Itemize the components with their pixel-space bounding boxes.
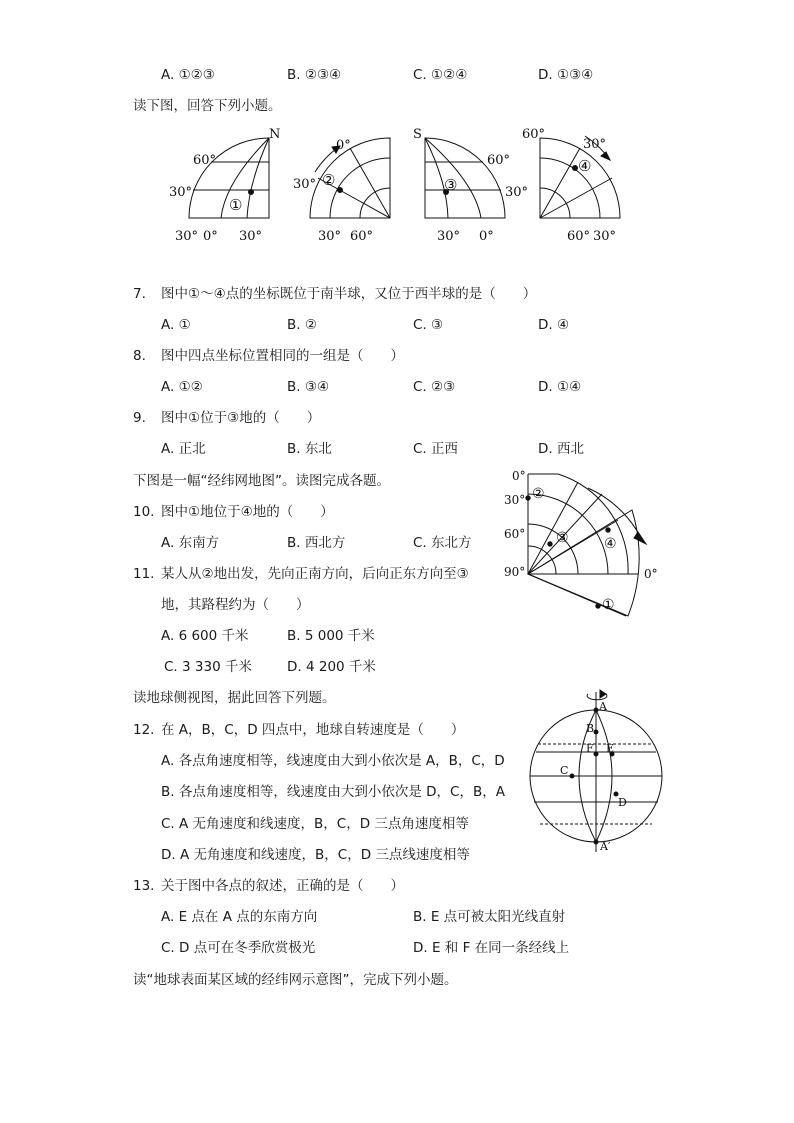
- fig2-label-0: 0°: [512, 469, 526, 483]
- q12-option-b: B. 各点角速度相等，线速度由大到小依次是 D，C，B，A: [161, 784, 505, 800]
- q7-option-a: A. ①: [161, 317, 191, 333]
- p2-lon-0: 0°: [336, 138, 351, 153]
- q10-number: 10.: [133, 504, 155, 520]
- p4-lat-30: 30°: [583, 137, 607, 152]
- quadrant-panel-3: [425, 138, 505, 218]
- q9-option-c: C. 正西: [413, 441, 459, 457]
- q11-option-d: D. 4 200 千米: [287, 659, 376, 675]
- option-c: C. ①②④: [413, 67, 468, 83]
- globe-label-e: E: [606, 742, 615, 755]
- q13-text: 关于图中各点的叙述，正确的是（ ）: [161, 878, 404, 894]
- q11-text-line2: 地，其路程约为（ ）: [161, 597, 310, 613]
- option-b: B. ②③④: [287, 67, 342, 83]
- figure-fan-graticule: [498, 466, 668, 626]
- q12-option-d: D. A 无角速度和线速度，B，C，D 三点线速度相等: [161, 847, 470, 863]
- p1-lon-30e: 30°: [239, 229, 263, 244]
- q12-text: 在 A，B，C，D 四点中，地球自转速度是（ ）: [161, 722, 465, 738]
- fig2-point-2: ②: [532, 486, 545, 502]
- p1-point: ①: [229, 196, 243, 214]
- globe-label-d: D: [618, 796, 627, 809]
- q10-option-a: A. 东南方: [161, 535, 220, 551]
- p1-lon-0: 0°: [203, 229, 218, 244]
- fig2-point-3: ③: [556, 530, 569, 546]
- p2-lat-30: 30°: [318, 229, 342, 244]
- p2-lon-30: 30°: [293, 177, 317, 192]
- globe-label-a: A: [599, 700, 607, 713]
- q9-option-b: B. 东北: [287, 441, 332, 457]
- q7-number: 7.: [133, 286, 146, 302]
- q8-number: 8.: [133, 348, 146, 364]
- fig2-label-60: 60°: [504, 527, 526, 541]
- q13-option-b: B. E 点可被太阳光线直射: [413, 909, 566, 925]
- quadrant-panel-4: [540, 136, 620, 218]
- p4-lon-60: 60°: [567, 229, 591, 244]
- fig2-label-30: 30°: [504, 493, 526, 507]
- q13-option-d: D. E 和 F 在同一条经线上: [413, 940, 570, 956]
- p3-corner: S: [413, 127, 422, 142]
- q9-text: 图中①位于③地的（ ）: [161, 410, 321, 426]
- figure-globe: [528, 684, 668, 854]
- p1-lat-60: 60°: [193, 153, 217, 168]
- p3-lat-60: 60°: [487, 153, 511, 168]
- intro-text-3: 读地球侧视图，据此回答下列题。: [133, 690, 336, 706]
- q11-number: 11.: [133, 566, 155, 582]
- option-d: D. ①③④: [538, 67, 594, 83]
- q8-option-d: D. ①④: [538, 379, 582, 395]
- q8-option-b: B. ③④: [287, 379, 330, 395]
- p1-corner: N: [269, 127, 281, 142]
- q7-option-b: B. ②: [287, 317, 317, 333]
- intro-text-4: 读“地球表面某区域的经纬网示意图”，完成下列小题。: [133, 972, 458, 988]
- q12-option-c: C. A 无角速度和线速度，B，C，D 三点角速度相等: [161, 816, 469, 832]
- p4-lon-30: 30°: [593, 229, 617, 244]
- p3-lon-0: 0°: [479, 229, 494, 244]
- q12-number: 12.: [133, 722, 155, 738]
- q13-option-c: C. D 点可在冬季欣赏极光: [161, 940, 316, 956]
- figure-quadrants: [165, 122, 635, 247]
- q11-option-b: B. 5 000 千米: [287, 628, 375, 644]
- p1-lat-30: 30°: [169, 185, 193, 200]
- p2-lat-60: 60°: [350, 229, 374, 244]
- q10-option-b: B. 西北方: [287, 535, 346, 551]
- q11-text-line1: 某人从②地出发，先向正南方向，后向正东方向至③: [161, 566, 469, 582]
- fig2-label-0-right: 0°: [644, 567, 658, 581]
- q9-option-d: D. 西北: [538, 441, 584, 457]
- p2-point: ②: [322, 171, 336, 189]
- q8-option-a: A. ①②: [161, 379, 203, 395]
- p4-point: ④: [578, 157, 592, 175]
- globe-label-b: B: [586, 722, 595, 735]
- q10-option-c: C. 东北方: [413, 535, 472, 551]
- p4-lat-60: 60°: [522, 127, 546, 142]
- q9-option-a: A. 正北: [161, 441, 206, 457]
- q11-option-c: C. 3 330 千米: [164, 659, 252, 675]
- q7-option-c: C. ③: [413, 317, 444, 333]
- globe-label-a-prime: A′: [600, 840, 611, 853]
- q13-option-a: A. E 点在 A 点的东南方向: [161, 909, 318, 925]
- p3-lon-30: 30°: [437, 229, 461, 244]
- q7-text: 图中①～④点的坐标既位于南半球，又位于西半球的是（ ）: [161, 286, 537, 302]
- q7-option-d: D. ④: [538, 317, 570, 333]
- fig2-label-90: 90°: [504, 565, 526, 579]
- p3-point: ③: [444, 176, 458, 194]
- q8-text: 图中四点坐标位置相同的一组是（ ）: [161, 348, 404, 364]
- intro-text-2: 下图是一幅“经纬网地图”。读图完成各题。: [133, 473, 390, 489]
- q13-number: 13.: [133, 878, 155, 894]
- q12-option-a: A. 各点角速度相等，线速度由大到小依次是 A，B，C，D: [161, 753, 505, 769]
- q10-text: 图中①地位于④地的（ ）: [161, 504, 334, 520]
- p3-lat-30: 30°: [505, 185, 529, 200]
- option-a: A. ①②③: [161, 67, 215, 83]
- q8-option-c: C. ②③: [413, 379, 456, 395]
- globe-label-c: C: [560, 764, 569, 777]
- globe-label-f: F: [586, 742, 594, 755]
- q11-option-a: A. 6 600 千米: [161, 628, 249, 644]
- fig2-point-4: ④: [604, 536, 617, 552]
- q9-number: 9.: [133, 410, 146, 426]
- fig2-point-1: ①: [602, 597, 615, 613]
- p1-lon-30w: 30°: [175, 229, 199, 244]
- intro-text-1: 读下图，回答下列小题。: [133, 98, 282, 114]
